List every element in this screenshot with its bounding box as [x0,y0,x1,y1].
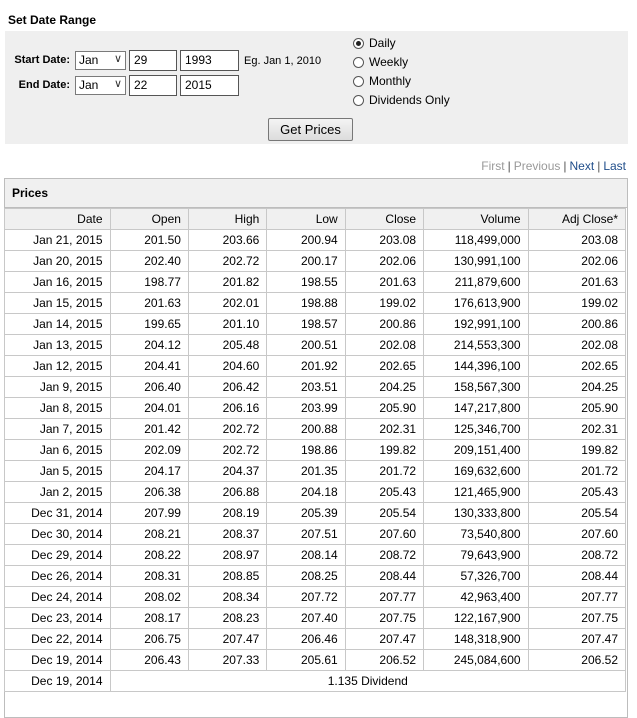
cell-volume: 125,346,700 [424,419,528,440]
cell-volume: 147,217,800 [424,398,528,419]
cell-open: 206.38 [110,482,188,503]
cell-close: 207.77 [345,587,423,608]
cell-date: Dec 24, 2014 [5,587,111,608]
cell-date: Dec 23, 2014 [5,608,111,629]
table-row [5,230,626,251]
cell-open: 202.40 [110,251,188,272]
cell-close: 207.47 [345,629,423,650]
cell-open: 206.40 [110,377,188,398]
cell-low: 206.46 [267,629,345,650]
end-day-input[interactable]: 22 [129,75,177,96]
cell-high: 207.47 [188,629,266,650]
cell-close: 205.54 [345,503,423,524]
cell-adj-close: 200.86 [528,314,625,335]
cell-low: 208.14 [267,545,345,566]
cell-volume: 79,643,900 [424,545,528,566]
column-header-close: Close [345,209,423,230]
cell-volume: 130,333,800 [424,503,528,524]
cell-low: 203.51 [267,377,345,398]
cell-high: 202.01 [188,293,266,314]
cell-date: Jan 5, 2015 [5,461,111,482]
table-row [5,503,626,524]
table-row [5,650,626,671]
cell-open: 201.50 [110,230,188,251]
cell-close: 201.63 [345,272,423,293]
cell-high: 208.19 [188,503,266,524]
cell-close: 205.43 [345,482,423,503]
cell-adj-close: 202.08 [528,335,625,356]
cell-open: 201.42 [110,419,188,440]
cell-adj-close: 203.08 [528,230,625,251]
pager-separator: | [563,159,567,173]
table-row [5,314,626,335]
cell-high: 201.82 [188,272,266,293]
start-month-select[interactable] [75,51,126,70]
cell-date: Jan 16, 2015 [5,272,111,293]
cell-volume: 211,879,600 [424,272,528,293]
column-header-volume: Volume [424,209,528,230]
cell-adj-close: 206.52 [528,650,625,671]
cell-low: 200.94 [267,230,345,251]
cell-date: Jan 14, 2015 [5,314,111,335]
start-date-label: Start Date: [14,54,70,66]
pager-separator: | [597,159,601,173]
cell-volume: 130,991,100 [424,251,528,272]
cell-date: Dec 29, 2014 [5,545,111,566]
cell-date: Jan 21, 2015 [5,230,111,251]
cell-open: 204.01 [110,398,188,419]
cell-volume: 73,540,800 [424,524,528,545]
cell-high: 202.72 [188,419,266,440]
cell-volume: 148,318,900 [424,629,528,650]
cell-open: 199.65 [110,314,188,335]
cell-low: 200.88 [267,419,345,440]
radio-label-monthly: Monthly [369,74,412,88]
cell-high: 206.16 [188,398,266,419]
previous-page-link: Previous [513,159,561,173]
cell-volume: 245,084,600 [424,650,528,671]
pager-separator: | [507,159,511,173]
radio-label-dividends: Dividends Only [369,93,450,107]
chevron-down-icon: ∨ [113,53,122,65]
cell-high: 208.97 [188,545,266,566]
table-row [5,293,626,314]
last-page-link[interactable]: Last [603,159,626,173]
column-header-open: Open [110,209,188,230]
table-row [5,587,626,608]
cell-close: 208.72 [345,545,423,566]
table-row [5,335,626,356]
cell-open: 208.21 [110,524,188,545]
cell-open: 202.09 [110,440,188,461]
cell-volume: 57,326,700 [424,566,528,587]
next-page-link[interactable]: Next [569,159,595,173]
cell-low: 207.40 [267,608,345,629]
cell-open: 207.99 [110,503,188,524]
cell-date: Dec 26, 2014 [5,566,111,587]
cell-low: 205.39 [267,503,345,524]
radio-selected-icon [353,38,364,49]
cell-date: Jan 6, 2015 [5,440,111,461]
cell-adj-close: 202.31 [528,419,625,440]
table-row [5,251,626,272]
cell-adj-close: 205.90 [528,398,625,419]
end-month-select[interactable] [75,76,126,95]
cell-date: Jan 13, 2015 [5,335,111,356]
chevron-down-icon: ∨ [113,78,122,90]
cell-adj-close: 199.82 [528,440,625,461]
radio-unselected-icon [353,57,364,68]
prices-title: Prices [5,179,627,208]
cell-high: 203.66 [188,230,266,251]
dividend-row [5,671,626,692]
cell-volume: 158,567,300 [424,377,528,398]
column-header-low: Low [267,209,345,230]
cell-low: 201.35 [267,461,345,482]
cell-close: 206.52 [345,650,423,671]
table-header-row [5,209,626,230]
table-row [5,377,626,398]
cell-adj-close: 207.47 [528,629,625,650]
cell-open: 198.77 [110,272,188,293]
table-row [5,461,626,482]
cell-adj-close: 207.77 [528,587,625,608]
start-year-input[interactable]: 1993 [180,50,239,71]
column-header-high: High [188,209,266,230]
cell-low: 204.18 [267,482,345,503]
cell-open: 204.12 [110,335,188,356]
cell-adj-close: 205.54 [528,503,625,524]
cell-close: 205.90 [345,398,423,419]
cell-volume: 209,151,400 [424,440,528,461]
cell-volume: 144,396,100 [424,356,528,377]
cell-high: 208.85 [188,566,266,587]
cell-low: 198.86 [267,440,345,461]
cell-adj-close: 201.63 [528,272,625,293]
cell-low: 201.92 [267,356,345,377]
cell-close: 199.02 [345,293,423,314]
cell-close: 208.44 [345,566,423,587]
end-year-input[interactable]: 2015 [180,75,239,96]
cell-high: 206.42 [188,377,266,398]
cell-close: 207.75 [345,608,423,629]
table-row [5,440,626,461]
cell-low: 198.88 [267,293,345,314]
cell-volume: 176,613,900 [424,293,528,314]
table-row [5,419,626,440]
cell-adj-close: 207.60 [528,524,625,545]
cell-volume: 118,499,000 [424,230,528,251]
cell-adj-close: 208.44 [528,566,625,587]
start-month-value: Jan [79,53,99,67]
frequency-radio-daily[interactable] [353,35,396,51]
table-row [5,545,626,566]
cell-open: 208.22 [110,545,188,566]
cell-open: 206.75 [110,629,188,650]
cell-adj-close: 201.72 [528,461,625,482]
table-row [5,608,626,629]
cell-low: 205.61 [267,650,345,671]
dividend-note: 1.135 Dividend [110,671,625,692]
cell-close: 203.08 [345,230,423,251]
cell-open: 208.02 [110,587,188,608]
cell-high: 201.10 [188,314,266,335]
cell-adj-close: 207.75 [528,608,625,629]
cell-open: 208.31 [110,566,188,587]
radio-unselected-icon [353,95,364,106]
cell-low: 200.51 [267,335,345,356]
cell-adj-close: 205.43 [528,482,625,503]
end-month-value: Jan [79,78,99,92]
cell-date: Jan 9, 2015 [5,377,111,398]
cell-date: Dec 22, 2014 [5,629,111,650]
radio-label-daily: Daily [369,36,396,50]
cell-high: 208.34 [188,587,266,608]
frequency-radio-monthly[interactable] [353,73,411,89]
cell-high: 202.72 [188,440,266,461]
cell-date: Jan 15, 2015 [5,293,111,314]
cell-close: 200.86 [345,314,423,335]
end-date-label: End Date: [18,79,70,91]
cell-high: 208.37 [188,524,266,545]
cell-close: 204.25 [345,377,423,398]
cell-adj-close: 199.02 [528,293,625,314]
cell-open: 201.63 [110,293,188,314]
table-row [5,482,626,503]
table-row [5,524,626,545]
cell-low: 208.25 [267,566,345,587]
cell-close: 199.82 [345,440,423,461]
frequency-radio-weekly[interactable] [353,54,408,70]
cell-low: 207.72 [267,587,345,608]
prices-panel [4,178,628,718]
column-header-date: Date [5,209,111,230]
pagination [481,159,626,173]
cell-volume: 122,167,900 [424,608,528,629]
cell-high: 207.33 [188,650,266,671]
start-day-input[interactable]: 29 [129,50,177,71]
date-format-hint: Eg. Jan 1, 2010 [244,55,322,67]
cell-close: 207.60 [345,524,423,545]
table-row [5,566,626,587]
radio-label-weekly: Weekly [369,55,409,69]
cell-adj-close: 202.65 [528,356,625,377]
cell-date: Jan 2, 2015 [5,482,111,503]
cell-low: 198.57 [267,314,345,335]
table-row [5,629,626,650]
cell-volume: 214,553,300 [424,335,528,356]
cell-low: 207.51 [267,524,345,545]
cell-date: Dec 30, 2014 [5,524,111,545]
cell-high: 204.60 [188,356,266,377]
table-row [5,272,626,293]
cell-adj-close: 208.72 [528,545,625,566]
cell-high: 204.37 [188,461,266,482]
cell-volume: 121,465,900 [424,482,528,503]
radio-unselected-icon [353,76,364,87]
cell-volume: 42,963,400 [424,587,528,608]
cell-high: 202.72 [188,251,266,272]
cell-close: 202.06 [345,251,423,272]
cell-open: 204.17 [110,461,188,482]
cell-low: 198.55 [267,272,345,293]
table-row [5,356,626,377]
cell-date: Jan 12, 2015 [5,356,111,377]
table-row [5,398,626,419]
dividend-date: Dec 19, 2014 [5,671,111,692]
first-page-link: First [481,159,505,173]
cell-close: 202.65 [345,356,423,377]
column-header-adj-close: Adj Close* [528,209,625,230]
cell-open: 206.43 [110,650,188,671]
cell-date: Jan 20, 2015 [5,251,111,272]
cell-open: 208.17 [110,608,188,629]
cell-date: Jan 8, 2015 [5,398,111,419]
cell-open: 204.41 [110,356,188,377]
prices-table [4,208,626,692]
cell-close: 202.31 [345,419,423,440]
set-date-range-title: Set Date Range [8,13,97,27]
cell-high: 206.88 [188,482,266,503]
cell-date: Dec 19, 2014 [5,650,111,671]
cell-volume: 192,991,100 [424,314,528,335]
get-prices-button[interactable]: Get Prices [268,118,353,141]
cell-high: 208.23 [188,608,266,629]
cell-close: 201.72 [345,461,423,482]
cell-adj-close: 202.06 [528,251,625,272]
cell-low: 203.99 [267,398,345,419]
cell-volume: 169,632,600 [424,461,528,482]
frequency-radio-dividends[interactable] [353,92,450,108]
cell-adj-close: 204.25 [528,377,625,398]
cell-low: 200.17 [267,251,345,272]
cell-close: 202.08 [345,335,423,356]
cell-high: 205.48 [188,335,266,356]
cell-date: Jan 7, 2015 [5,419,111,440]
cell-date: Dec 31, 2014 [5,503,111,524]
